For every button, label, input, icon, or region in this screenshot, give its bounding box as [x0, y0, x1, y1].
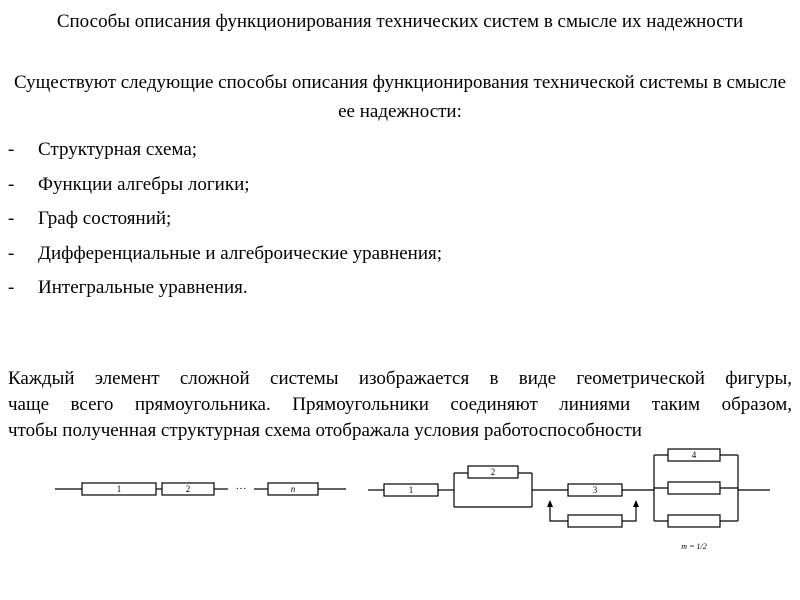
paragraph-line: чаще всего прямоугольника. Прямоугольники соединяют линиями таким образом,: [8, 394, 792, 415]
ellipsis: ···: [235, 483, 247, 495]
element-label: 3: [592, 485, 598, 495]
paragraph-line: чтобы полученная структурная схема отображала условия работоспособности: [8, 420, 642, 440]
list-dash: -: [8, 277, 15, 298]
description-paragraph: [8, 366, 792, 440]
element-block: [568, 515, 622, 527]
intro-text: Существуют следующие способы описания функционирования технической системы в смысле ее надежности:: [13, 72, 787, 122]
list-dash: -: [8, 208, 15, 229]
element-label: 4: [691, 450, 697, 460]
mixed-diagram: [368, 449, 770, 527]
structural-diagrams: [0, 440, 800, 600]
arrow-up-icon: [633, 500, 639, 507]
list-dash: -: [8, 173, 15, 195]
element-label: 1: [116, 484, 122, 494]
element-label: n: [290, 484, 296, 494]
redundancy-formula: m = 1/2: [681, 542, 707, 551]
list-item-text: Функции алгебры логики;: [38, 173, 250, 195]
element-label: 2: [490, 467, 496, 477]
list-dash: -: [8, 139, 15, 160]
element-block: [668, 515, 720, 527]
list-item-text: Интегральные уравнения.: [38, 277, 248, 298]
series-diagram: [55, 483, 346, 495]
element-block: [668, 482, 720, 494]
page-title: Способы описания функционирования технических систем в смысле их надежности: [56, 11, 744, 32]
element-label: 2: [185, 484, 191, 494]
list-item-text: Граф состояний;: [38, 208, 172, 229]
list-dash: -: [8, 242, 15, 264]
arrow-up-icon: [547, 500, 553, 507]
paragraph-line: Каждый элемент сложной системы изображается в виде геометрической фигуры,: [8, 368, 792, 389]
element-label: 1: [408, 485, 414, 495]
list-item-text: Структурная схема;: [38, 139, 198, 160]
list-item-text: Дифференциальные и алгеброические уравнения;: [38, 242, 443, 264]
